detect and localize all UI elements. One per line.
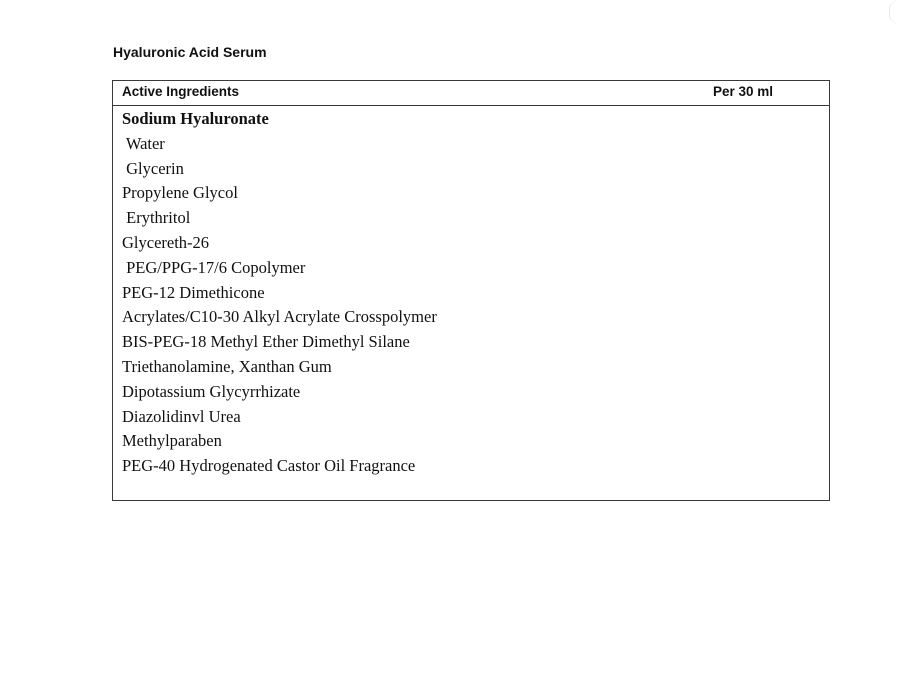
page-corner-decoration	[889, 0, 900, 24]
ingredient-item: Water	[122, 133, 165, 153]
ingredient-item: Triethanolamine, Xanthan Gum	[122, 356, 332, 376]
ingredient-item: PEG-12 Dimethicone	[122, 282, 265, 302]
ingredient-item: Sodium Hyaluronate	[122, 109, 269, 128]
ingredient-item: BIS-PEG-18 Methyl Ether Dimethyl Silane	[122, 332, 410, 352]
ingredient-item: Diazolidinvl Urea	[122, 406, 241, 426]
ingredient-item: Glycereth-26	[122, 232, 210, 252]
document-title: Hyaluronic Acid Serum	[113, 44, 267, 60]
ingredient-item: Dipotassium Glycyrrhizate	[122, 381, 301, 401]
ingredients-table	[112, 80, 830, 501]
ingredient-item: Acrylates/C10-30 Alkyl Acrylate Crosspolymer	[122, 307, 437, 327]
ingredient-item: Glycerin	[122, 158, 184, 178]
ingredient-list	[122, 107, 437, 479]
amount-column-header: Per 30 ml	[713, 84, 774, 99]
ingredient-item: PEG-40 Hydrogenated Castor Oil Fragrance	[122, 456, 416, 476]
ingredient-item: Propylene Glycol	[122, 183, 238, 203]
ingredient-item: Erythritol	[122, 208, 191, 228]
table-header-row	[113, 81, 829, 106]
active-ingredients-header: Active Ingredients	[122, 84, 240, 99]
ingredient-item: Methylparaben	[122, 431, 222, 451]
ingredient-item: PEG/PPG-17/6 Copolymer	[122, 257, 306, 277]
